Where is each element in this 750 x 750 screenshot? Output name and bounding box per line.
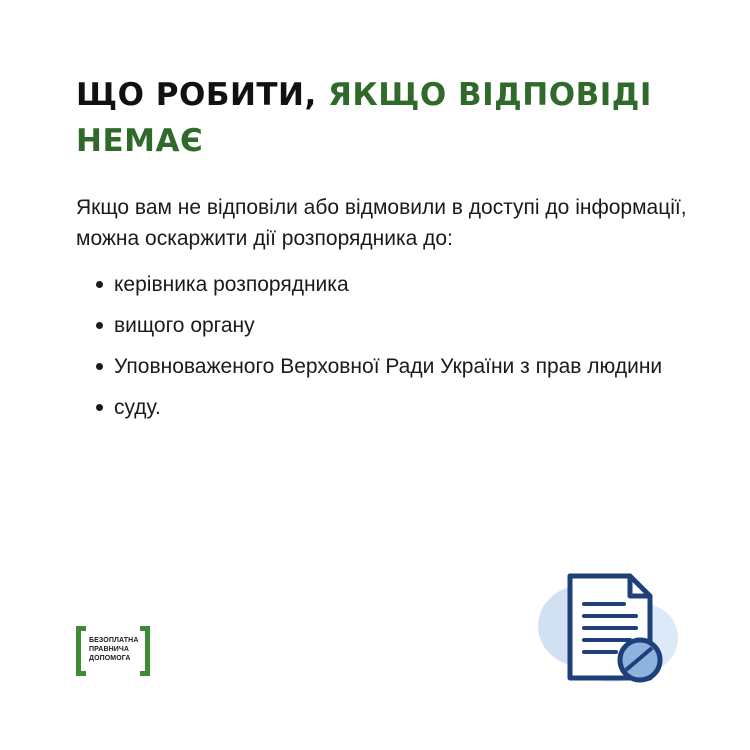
- list-item: [76, 268, 716, 301]
- bullet-icon: [96, 404, 103, 411]
- logo-line: ПРАВНИЧА: [89, 646, 130, 653]
- logo-line: БЕЗОПЛАТНА: [89, 637, 139, 644]
- list-item: [76, 350, 716, 383]
- title-part-1: ЩО РОБИТИ,: [76, 77, 329, 113]
- title-part-2-accent: ЯКЩО ВІДПОВІДІ НЕМАЄ: [76, 77, 652, 159]
- logo-bracket-right-icon: [140, 626, 150, 676]
- logo-line: ДОПОМОГА: [89, 655, 131, 662]
- list-item-label: керівника розпорядника: [114, 273, 349, 296]
- page-title: [76, 72, 696, 164]
- list-item: [76, 309, 716, 342]
- bullet-icon: [96, 363, 103, 370]
- appeal-list: [76, 268, 716, 432]
- intro-text: Якщо вам не відповіли або відмовили в доступі до інформації, можна оскаржити дії розпорядника до:: [76, 196, 687, 250]
- legal-aid-logo: [76, 626, 150, 676]
- list-item-label: вищого органу: [114, 314, 255, 337]
- logo-text: [89, 636, 139, 663]
- bullet-icon: [96, 281, 103, 288]
- logo-bracket-left-icon: [76, 626, 86, 676]
- document-icon: [532, 566, 682, 686]
- list-item-label: суду.: [114, 396, 161, 419]
- bullet-icon: [96, 322, 103, 329]
- list-item: [76, 391, 716, 424]
- list-item-label: Уповноваженого Верховної Ради України з прав людини: [114, 355, 663, 378]
